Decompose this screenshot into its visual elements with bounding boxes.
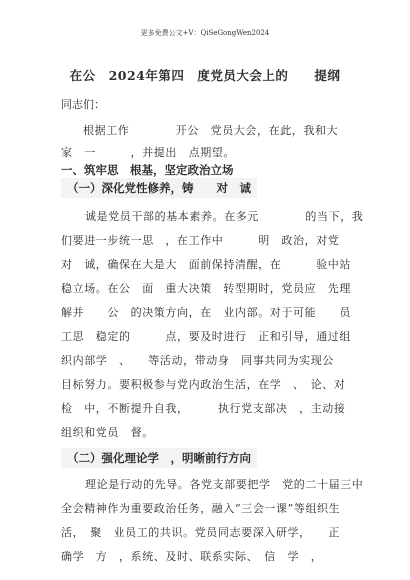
paragraph-line: 确学 方 ，系统、及时、联系实际、 信 学 ， xyxy=(61,550,323,563)
paragraph-line: 诚是党员干部的基本素养。在多元 的当下，我 xyxy=(85,210,364,223)
heading-1: 一、筑牢思 根基，坚定政治立场 xyxy=(61,163,234,177)
paragraph-line: 们要进一步统一思 ，在工作中 明 政治，对党 xyxy=(61,234,340,247)
page-header: 更多免费公文+V：QiSeGongWen2024 xyxy=(140,29,270,37)
section-1-title: （一）深化党性修养，铸 对 诚 xyxy=(61,178,257,198)
intro-line: 根据工作 开公 党员大会，在此，我和大 xyxy=(83,124,339,137)
intro-line: 家 一 ，并提出 点期望。 xyxy=(61,146,235,159)
salutation: 同志们： xyxy=(61,98,105,111)
paragraph-line: 检 中，不断提升自我， 执行党支部决 ，主动接 xyxy=(61,402,346,415)
section-2-title: （二）强化理论学 ，明晰前行方向 xyxy=(61,448,257,468)
paragraph-line: 理论是行动的先导。各党支部要把学 党的二十届三中 xyxy=(85,478,364,491)
paragraph-line: 目标努力。要积极参与党内政治生活，在学 、 论、对 xyxy=(61,378,346,391)
paragraph-line: 活， 聚 业员工的共识。党员同志要深入研学， 正 xyxy=(61,526,340,539)
paragraph-line: 稳立场。在公 面 重大决策 转型期时，党员应 先理 xyxy=(61,282,351,295)
paragraph-line: 工思 稳定的 点，要及时进行 正和引导，通过组 xyxy=(61,330,351,343)
paragraph-line: 全会精神作为重要政治任务，融入“三会一课”等组织生 xyxy=(61,502,341,515)
document-title: 在公 2024年第四 度党员大会上的 提纲 xyxy=(69,68,341,83)
paragraph-line: 织内部学 、 等活动，带动身 同事共同为实现公 xyxy=(61,354,334,367)
paragraph-line: 解并 公 的决策方向，在 业内部。对于可能 员 xyxy=(61,306,351,319)
paragraph-line: 对 诚，确保在大是大 面前保持清醒，在 验中站 xyxy=(61,258,351,271)
paragraph-line: 组织和党员 督。 xyxy=(61,426,154,439)
